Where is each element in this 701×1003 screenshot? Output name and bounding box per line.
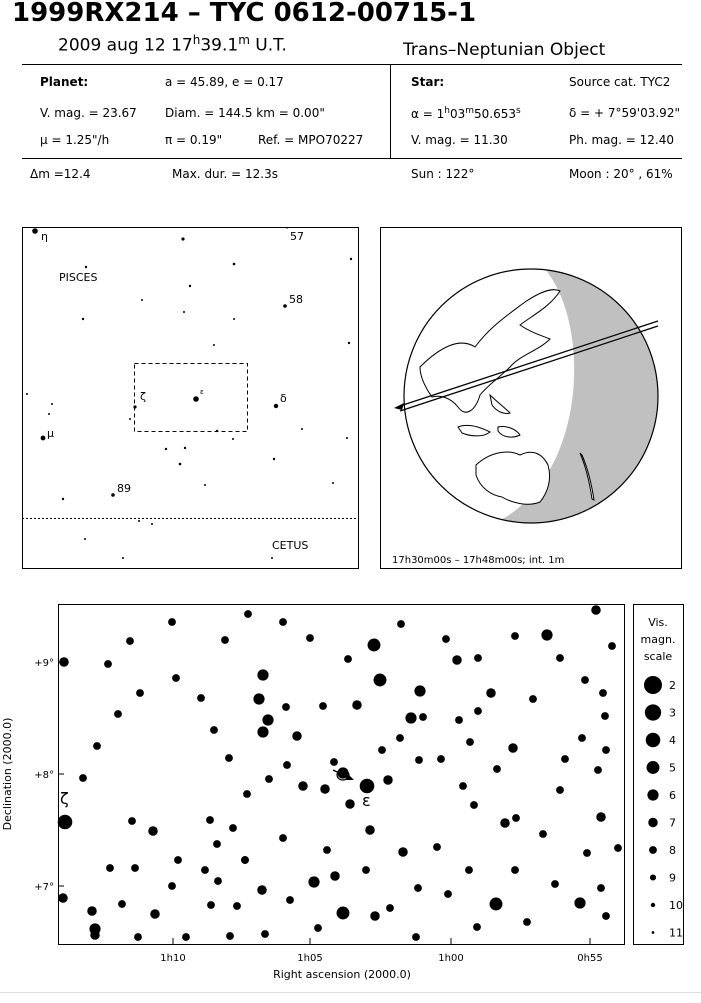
object-type: Trans–Neptunian Object [403, 40, 606, 60]
legend-mag-label: 10 [669, 899, 683, 912]
chart-star [383, 775, 393, 785]
star-ra-p3: 50.653 [474, 107, 517, 121]
chart-star [118, 900, 126, 908]
chart-star [486, 688, 496, 698]
datetime-suffix: U.T. [249, 35, 287, 56]
label-89: 89 [117, 482, 131, 495]
chart-star [244, 610, 252, 618]
star-ra [411, 106, 521, 121]
x-axis-label: Right ascension (2000.0) [273, 968, 411, 981]
chart-star [419, 713, 427, 721]
chart-star [58, 893, 68, 903]
chart-star [241, 856, 249, 864]
star-source: Source cat. TYC2 [569, 75, 671, 89]
chart-star [292, 731, 302, 741]
planet-vmag: V. mag. = 23.67 [40, 106, 137, 120]
planet-label: Planet: [40, 75, 89, 89]
star-dec: δ = + 7°59'03.92" [569, 106, 680, 120]
label-mu: μ [47, 427, 54, 440]
chart-star [279, 834, 287, 842]
const-pisces: PISCES [59, 271, 98, 284]
chart-star [386, 904, 394, 912]
chart-star [87, 906, 97, 916]
chart-star [602, 912, 610, 920]
chart-star [596, 812, 606, 822]
chart-star [257, 885, 267, 895]
chart-star [330, 871, 340, 881]
chart-star [265, 775, 273, 783]
detail-chart [0, 598, 701, 986]
y-tick-9: +9° [34, 658, 54, 669]
label-eta: η [41, 230, 48, 243]
chart-star [523, 918, 531, 926]
finder-chart [22, 227, 359, 569]
chart-star [370, 911, 380, 921]
legend-dot [648, 818, 658, 828]
detail-label-epsilon: ε [362, 791, 371, 810]
detail-label-zeta: ζ [60, 789, 69, 808]
chart-star [608, 642, 616, 650]
legend-mag-label: 3 [669, 706, 676, 720]
datetime-mid: 39.1 [200, 35, 239, 56]
planet-ref: Ref. = MPO70227 [258, 133, 364, 147]
footer-rule [0, 992, 701, 993]
chart-star [136, 689, 144, 697]
chart-star [365, 825, 375, 835]
chart-star [581, 676, 589, 684]
header-rule-bottom [22, 158, 682, 159]
chart-star [352, 700, 362, 710]
planet-orbit: a = 45.89, e = 0.17 [165, 75, 284, 89]
legend-mag-label: 7 [669, 816, 676, 830]
chart-star [90, 930, 100, 940]
chart-star [368, 639, 381, 652]
legend-title-3: scale [643, 650, 673, 663]
chart-star [374, 674, 387, 687]
chart-star [253, 693, 264, 704]
star-ra-p2: 03 [449, 107, 466, 121]
sun-elongation: Sun : 122° [411, 167, 475, 181]
label-delta: δ [280, 392, 287, 405]
chart-star [452, 655, 462, 665]
chart-star [174, 856, 182, 864]
chart-star [172, 674, 180, 682]
chart-star [207, 901, 215, 909]
chart-star [344, 655, 352, 663]
chart-star [261, 930, 269, 938]
chart-star [583, 849, 591, 857]
legend-mag-label: 9 [669, 871, 676, 885]
chart-star [306, 634, 314, 642]
chart-star [511, 866, 519, 874]
chart-star [397, 620, 405, 628]
chart-star [511, 632, 519, 640]
chart-star [398, 847, 408, 857]
chart-star [437, 755, 445, 763]
chart-star [551, 880, 559, 888]
chart-star [459, 782, 467, 790]
header-divider [390, 64, 391, 159]
legend-mag-label: 2 [669, 679, 676, 692]
chart-star [210, 726, 218, 734]
chart-star [455, 716, 463, 724]
chart-star [512, 814, 520, 822]
chart-star [529, 695, 537, 703]
chart-star [473, 923, 481, 931]
chart-star [474, 707, 482, 715]
legend-dot [651, 903, 655, 907]
chart-star [508, 743, 518, 753]
chart-star [412, 933, 420, 941]
chart-star [362, 866, 370, 874]
const-cetus: CETUS [272, 539, 309, 552]
chart-star [444, 890, 452, 898]
chart-star [114, 710, 122, 718]
legend-dot [650, 874, 656, 880]
chart-star [599, 689, 607, 697]
chart-star [279, 618, 287, 626]
legend-dot [647, 789, 658, 800]
chart-star [197, 694, 205, 702]
legend-mag-label: 5 [669, 761, 676, 775]
label-zeta: ζ [140, 390, 146, 403]
chart-star [213, 840, 221, 848]
event-datetime [58, 33, 287, 56]
chart-star [500, 818, 510, 828]
legend-title-2: magn. [640, 633, 676, 646]
chart-star [442, 635, 450, 643]
chart-star [493, 765, 501, 773]
chart-star [229, 824, 237, 832]
chart-star [93, 742, 101, 750]
chart-star [490, 898, 503, 911]
globe-panel [380, 227, 682, 569]
event-title: 1999RX214 – TYC 0612-00715-1 [12, 0, 477, 28]
chart-star [243, 790, 251, 798]
legend-dot [647, 761, 660, 774]
chart-star [337, 907, 350, 920]
chart-star [201, 866, 209, 874]
planet-mu: μ = 1.25"/h [40, 133, 110, 147]
star-label: Star: [411, 75, 445, 89]
x-tick-1h05: 1h05 [297, 953, 323, 964]
chart-star [556, 654, 564, 662]
chart-star [474, 654, 482, 662]
chart-star [58, 815, 73, 830]
planet-diam: Diam. = 144.5 km = 0.00" [165, 106, 325, 120]
legend-dot [652, 931, 655, 934]
header-rule-top [22, 64, 682, 65]
chart-star [597, 884, 605, 892]
chart-star [182, 933, 190, 941]
chart-star [319, 702, 327, 710]
x-tick-1h10: 1h10 [160, 953, 186, 964]
chart-star [601, 712, 609, 720]
y-tick-7: +7° [34, 882, 54, 893]
chart-star [131, 864, 139, 872]
chart-star [148, 826, 158, 836]
chart-star [320, 784, 330, 794]
chart-star [283, 761, 291, 769]
chart-star [298, 781, 308, 791]
chart-star [168, 882, 176, 890]
chart-star [79, 774, 87, 782]
chart-star [168, 618, 176, 626]
chart-star [225, 754, 233, 762]
chart-star [561, 755, 569, 763]
chart-star [226, 932, 234, 940]
moon-info: Moon : 20° , 61% [569, 167, 673, 181]
datetime-m: m [238, 33, 250, 47]
chart-star [134, 933, 142, 941]
chart-star [286, 896, 294, 904]
delta-mag: Δm =12.4 [30, 167, 91, 181]
legend-mag-label: 6 [669, 789, 676, 802]
datetime-prefix: 2009 aug 12 17 [58, 35, 193, 56]
label-57: 57 [290, 230, 304, 243]
max-duration: Max. dur. = 12.3s [172, 167, 278, 181]
y-tick-8: +8° [34, 770, 54, 781]
legend-mag-label: 11 [669, 926, 683, 940]
chart-star [257, 669, 268, 680]
chart-star [314, 924, 322, 932]
legend-mag-label: 8 [669, 844, 676, 857]
legend-dot [645, 704, 661, 720]
chart-star [257, 726, 268, 737]
chart-star [128, 817, 136, 825]
chart-star [541, 629, 552, 640]
datetime-h: h [192, 33, 201, 47]
chart-star [414, 685, 425, 696]
globe-caption: 17h30m00s – 17h48m00s; int. 1m [392, 555, 565, 566]
chart-star [104, 660, 112, 668]
chart-star [602, 746, 610, 754]
legend-dot [646, 733, 661, 748]
chart-star [345, 799, 355, 809]
chart-star [323, 846, 331, 854]
chart-star [126, 637, 134, 645]
star-ra-h: h [444, 106, 450, 116]
chart-star [405, 712, 416, 723]
chart-star [594, 766, 602, 774]
chart-star [233, 902, 241, 910]
chart-star [465, 866, 473, 874]
y-axis-label: Declination (2000.0) [1, 717, 14, 831]
star-ra-p1: α = 1 [411, 107, 445, 121]
chart-star [206, 816, 214, 824]
chart-star [282, 703, 290, 711]
chart-star [466, 738, 474, 746]
chart-star [574, 897, 585, 908]
legend-mag-label: 4 [669, 734, 676, 747]
chart-star [106, 864, 114, 872]
label-epsilon: ε [200, 388, 204, 396]
chart-star [539, 830, 547, 838]
legend-dot [649, 846, 657, 854]
star-vmag: V. mag. = 11.30 [411, 133, 508, 147]
star-ra-m: m [465, 106, 475, 116]
x-tick-0h55: 0h55 [577, 953, 603, 964]
chart-star [556, 786, 564, 794]
chart-star [396, 734, 404, 742]
legend-dot [644, 676, 662, 694]
label-58: 58 [289, 293, 303, 306]
chart-star [330, 758, 338, 766]
chart-star [378, 746, 386, 754]
chart-star [433, 843, 441, 851]
chart-star [221, 636, 229, 644]
star-phmag: Ph. mag. = 12.40 [569, 133, 674, 147]
chart-star [150, 909, 160, 919]
chart-star [591, 605, 601, 615]
chart-star [415, 756, 423, 764]
planet-pi: π = 0.19" [165, 133, 223, 147]
star-ra-s: s [516, 106, 521, 116]
chart-star [214, 877, 222, 885]
chart-star [578, 734, 586, 742]
x-tick-1h00: 1h00 [438, 953, 464, 964]
chart-star [614, 844, 622, 852]
chart-star [262, 714, 273, 725]
legend-title-1: Vis. [648, 616, 668, 629]
chart-star [414, 884, 422, 892]
chart-star [470, 801, 478, 809]
chart-star [308, 876, 319, 887]
